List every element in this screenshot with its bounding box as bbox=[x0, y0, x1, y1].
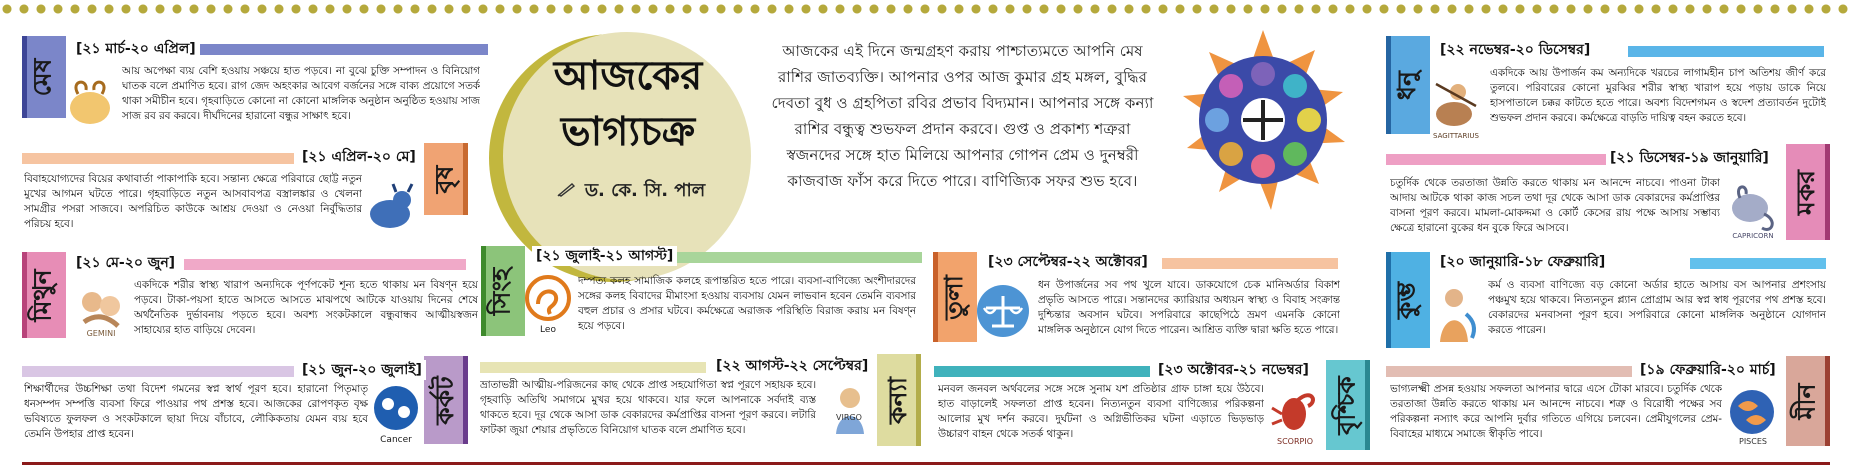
virgo-icon bbox=[822, 380, 876, 440]
sign-text: একদিকে শরীর স্বাস্থ্য খারাপ অন্যদিকে পূর্ণপকেট শূন্য হতে থাকায় মন বিষণ্ন হয়ে পড়বে। টাকা-পয়সা হাতে আসতে আসতে মাঝপথে আটকে যাওয়ায় দিনের শেষে অর্থনৈতিক দুর্ভাবনায় পড়তে হবে। অবশ্য সংকটকালে বন্ধুবান্ধব আত্মীয়স্বজন সাহায্যের হাত বাড়িয়ে দেবেন। bbox=[134, 279, 478, 336]
header-bar bbox=[22, 153, 294, 164]
tab-edge bbox=[481, 246, 486, 336]
capricorn-icon bbox=[1724, 180, 1782, 240]
sign-text: দম্পত্য কলহ সামাজিক কলহে রূপান্তরিত হতে পারে। ব্যবসা-বাণিজ্যে অংশীদারদের সঙ্গের কলহ বিবাদের মীমাংসা হওয়ায় ব্যবসায় যেমন লাভবান হবেন তেমনি ব্যবসার বহুল প্রচার ও প্রসার ঘটবে। কর্মক্ষেত্রে অরাজক পরিস্থিতি বিরাজ করায় মন বিষণ্ন হয়ে পড়বে। bbox=[578, 275, 916, 332]
bottom-rule bbox=[22, 462, 1830, 465]
tab-mithun: মিথুন bbox=[22, 252, 66, 338]
header-bar bbox=[22, 366, 294, 377]
pen-icon bbox=[557, 181, 577, 202]
leo-icon bbox=[524, 274, 572, 334]
icon-caption: SAGITTARIUS bbox=[1433, 132, 1479, 140]
sign-dates: [২১ ডিসেম্বর-১৯ জানুয়ারি] bbox=[1606, 148, 1773, 168]
pisces-icon bbox=[1726, 386, 1780, 446]
tab-kanya: কন্যা bbox=[877, 354, 921, 446]
sign-text: ধন উপার্জনের সব পথ খুলে যাবে। ডাকযোগে চেক মানিঅর্ডার বিকাশ প্রভৃতি আসতে পারে। সন্তানদের ক্যারিয়ার অধ্যয়ন স্বাস্থ্য ও বিবাহ সংক্রান্ত দুশ্চিন্তার অবসান ঘটবে। সপরিবারে কাছেপিঠে ভ্রমণ এমনকি কোনো মাঙ্গলিক অনুষ্ঠানে যোগ দিতে পারেন। আশ্রিত ব্যক্তি দ্বারা ক্ষতি হতে পারে। bbox=[1038, 279, 1340, 336]
tab-edge bbox=[463, 356, 468, 444]
byline bbox=[536, 176, 726, 207]
icon-caption: CAPRICORN bbox=[1732, 232, 1774, 240]
sign-dates: [২২ নভেম্বর-২০ ডিসেম্বর] bbox=[1436, 40, 1594, 60]
sign-text: শিক্ষার্থীদের উচ্চশিক্ষা তথা বিদেশ গমনের স্বপ্ন স্বার্থ পূরণ হবে। হারানো পিতৃমাতৃ ধনসম্পদ সম্পত্তি ব্যবসা ফিরে পাওয়ার পথ প্রশস্ত হবে। আজকের রোপণকৃত বৃক্ষ ভবিষ্যতে ফুলফল ও সংকটকালে ছায়া দিয়ে বাঁচাবে, লৌকিকতায় যেমন ব্যয় হবে তেমনি উপহার প্রাপ্ত হবেন। bbox=[24, 383, 368, 440]
icon-caption: SCORPIO bbox=[1277, 437, 1313, 446]
header-bar bbox=[1690, 258, 1826, 269]
header-bar bbox=[196, 44, 488, 55]
header-bar bbox=[1162, 258, 1338, 269]
sign-dates: [২৩ অক্টোবর-২১ নভেম্বর] bbox=[1154, 360, 1313, 380]
icon-caption: Leo bbox=[540, 325, 556, 334]
tab-karkat: কর্কট bbox=[424, 356, 468, 444]
sign-text: বিবাহযোগ্যদের বিয়ের কথাবার্তা পাকাপাকি হবে। সন্তান্য ক্ষেত্রে পরিবারে ছোট্ট নতুন মুখের আগমন ঘটতে পারে। গৃহবাড়িতে নতুন আসবাবপত্র বস্ত্রালঙ্কার ও খেলনা সামগ্রীর পসরা সাজবে। অপরিচিত কাউকে আশ্রয় দেওয়া ও নেওয়া নির্বুদ্ধিতার পরিচয় হবে। bbox=[24, 173, 362, 230]
sign-text: মনবল জনবল অর্থবলের সঙ্গে সঙ্গে সুনাম যশ প্রতিষ্ঠার গ্রাফ চাঙ্গা হয়ে উঠবে। হাত বাড়ালেই সফলতা প্রাপ্ত হবেন। নিত্যনতুন ব্যবসা বাণিজ্যের পরিকল্পনা আলোর মুখ দর্শন করবে। দুর্ঘটনা ও অগ্নিভীতিকর ঘটনা এড়াতে ভিড়ভাড় উচ্চারণ বাহন থেকে সতর্ক থাকুন। bbox=[938, 383, 1264, 440]
zodiac-wheel-icon bbox=[1173, 30, 1353, 210]
tab-edge bbox=[22, 36, 27, 118]
icon-caption: VIRGO bbox=[836, 413, 862, 422]
tab-tula: তুলা bbox=[933, 252, 977, 342]
tab-edge bbox=[1386, 36, 1391, 134]
tab-edge bbox=[22, 252, 27, 338]
sign-dates: [২২ আগস্ট-২২ সেপ্টেম্বর] bbox=[712, 356, 872, 376]
sign-text: চতুর্দিক থেকে তরতাজা উন্নতি করতে থাকায় মন আনন্দে নাচবে। পাওনা টাকা আদায় আটকে থাকা কাজ সচল তথা দূর থেকে আসা ডাক বেকারদের কর্মপ্রাপ্তির বাসনা পূরণ করবে। মামলা-মোকদ্দমা ও কোর্ট কেসের রায় পক্ষে আসায় সম্ভাব্য ক্ষেত্রে হারানো বুকের ধন বুকে ফিরে আসবে। bbox=[1390, 177, 1720, 234]
tab-edge bbox=[463, 143, 468, 215]
sign-text: ভাগ্যলক্ষ্মী প্রসন্ন হওয়ায় সফলতা আপনার দ্বারে এসে টোকা মারবে। চতুর্দিক থেকে তরতাজা উন্নতি করতে থাকায় মন আনন্দে নাচবে। শত্রু ও বিরোধী পক্ষের সব পরিকল্পনা নস্যাৎ করে আপনি দুর্বার গতিতে এগিয়ে চলবেন। প্রেমীযুগলের প্রেম-বিবাহের মাধ্যমে সমাজে স্বীকৃতি পাবে। bbox=[1390, 383, 1722, 440]
tab-edge bbox=[1386, 252, 1391, 348]
header-bar bbox=[676, 252, 922, 263]
tab-mesh: মেষ bbox=[22, 36, 66, 118]
sign-dates: [২৩ সেপ্টেম্বর-২২ অক্টোবর] bbox=[984, 252, 1152, 272]
sign-text: কর্ম ও ব্যবসা বাণিজ্যে বড় কোনো অর্ডার হাতে আসায় বস আপনার প্রশংসায় পঞ্চমুখ হয়ে থাকবে। নিত্যনতুন প্ল্যান প্রোগ্রাম আর স্বপ্ন স্বাধ পূরণের পথ প্রশস্ত হবে। বেকারদের মনবাসনা পূরণ হবে। সপরিবারে কোনো মাঙ্গলিক অনুষ্ঠানে যোগদান করতে পারেন। bbox=[1488, 279, 1826, 336]
gemini-icon bbox=[74, 282, 128, 338]
sign-dates: [২১ জুলাই-২১ আগস্ট] bbox=[532, 246, 677, 266]
aquarius-icon bbox=[1428, 284, 1482, 346]
aries-icon bbox=[66, 74, 114, 132]
icon-caption: GEMINI bbox=[86, 329, 116, 338]
dotted-border bbox=[0, 2, 1851, 16]
tab-edge bbox=[1825, 356, 1830, 446]
sign-dates: [১৯ ফেব্রুয়ারি-২০ মার্চ] bbox=[1636, 360, 1780, 380]
tab-edge bbox=[1365, 360, 1370, 450]
sign-dates: [২১ মে-২০ জুন] bbox=[72, 253, 179, 273]
header-bar bbox=[1628, 46, 1824, 57]
tab-brishchik: বৃশ্চিক bbox=[1326, 360, 1370, 450]
tab-brisha: বৃষ bbox=[424, 143, 468, 215]
header-bar bbox=[934, 366, 1150, 377]
tab-edge bbox=[933, 252, 938, 342]
tab-meen: মীন bbox=[1786, 356, 1830, 446]
header-bar bbox=[1386, 154, 1606, 165]
header-bar bbox=[184, 259, 466, 270]
tab-makar: মকর bbox=[1786, 144, 1830, 240]
cancer-icon bbox=[372, 384, 420, 444]
sign-text: ভ্রাতাভগ্নী আত্মীয়-পরিজনের কাছ থেকে প্রাপ্ত সহযোগিতা স্বপ্ন পূরণে সহায়ক হবে। গৃহবাড়ি অতিথি সমাগমে মুখর হয়ে থাকবে। যার ফলে আপনাকে সর্বদাই ব্যস্ত থাকতে হবে। দূর থেকে আসা ডাক বেকারদের কর্মপ্রাপ্তির বাসনা পূরণ করবে। লটারি ফাটকা জুয়া শেয়ার প্রভৃতিতে বিনিয়োগ ঘাতক বলে প্রমাণিত হবে। bbox=[480, 379, 816, 436]
tab-edge bbox=[1825, 144, 1830, 240]
sign-dates: [২০ জানুয়ারি-১৮ ফেব্রুয়ারি] bbox=[1436, 252, 1609, 272]
sign-dates: [২১ জুন-২০ জুলাই] bbox=[298, 360, 426, 380]
page-title: আজকের ভাগ্যচক্র bbox=[553, 52, 703, 155]
sign-dates: [২১ মার্চ-২০ এপ্রিল] bbox=[72, 39, 200, 59]
libra-icon bbox=[974, 282, 1032, 340]
sign-dates: [২১ এপ্রিল-২০ মে] bbox=[298, 147, 420, 167]
header-bar bbox=[1386, 366, 1632, 377]
tab-singha: সিংহ bbox=[481, 246, 525, 336]
tab-kumbha: কুম্ভ bbox=[1386, 252, 1430, 348]
icon-caption: PISCES bbox=[1739, 437, 1767, 446]
sign-text: আয় অপেক্ষা ব্যয় বেশি হওয়ায় সঞ্চয়ে হাত পড়বে। না বুঝে চুক্তি সম্পাদন ও বিনিয়োগ ঘাতক বলে প্রমাণিত হবে। রাগ জেদ অহংকার আবেগ বর্জনের সঙ্গে বাক্য প্রয়োগে সতর্ক থাকা সমীচীন হবে। গৃহবাড়িতে কোনো না কোনো মাঙ্গলিক অনুষ্ঠান অনুষ্ঠিত হওয়ায় সাজ সাজ রব রব করবে। দীর্ঘদিনের হারানো বন্ধুর সাক্ষাৎ হবে। bbox=[122, 65, 480, 122]
intro-paragraph: আজকের এই দিনে জন্মগ্রহণ করায় পাশ্চাত্যমতে আপনি মেষ রাশির জাতব্যক্তি। আপনার ওপর আজ কুমার গ্রহ মঙ্গল, বুদ্ধির দেবতা বুধ ও গ্রহপিতা রবির প্রভাব বিদ্যমান। আপনার সঙ্গে কন্যা রাশির বন্ধুত্ব শুভফল প্রদান করবে। গুপ্ত ও প্রকাশ্য শত্রুরা স্বজনদের সঙ্গে হাত মিলিয়ে আপনার গোপন প্রেম ও দুনম্বরী কাজবাজ ফাঁস করে দিতে পারে। বাণিজ্যিক সফর শুভ হবে। bbox=[771, 42, 1154, 190]
sign-text: একদিকে আয় উপার্জন কম অন্যদিকে খরচের লাগামহীন চাপ অতিশয় জীর্ণ করে তুলবে। পরিবারের কোনো মুরব্বির শরীর স্বাস্থ্য খারাপ হয়ে পড়ায় ডাকে নিয়ে হাসপাতালে চক্কর কাটতে হতে পারে। অবশ্য বিদেশগমন ও স্বদেশ প্রত্যাবর্তন দুটোই শুভফল প্রদান করবে। কর্মক্ষেত্রে বাড়তি দায়িত্ব বহন করতে হবে। bbox=[1490, 67, 1826, 124]
author-name: ড. কে. সি. পাল bbox=[584, 180, 706, 201]
scorpio-icon bbox=[1268, 384, 1322, 446]
tab-dhanu: ধনু bbox=[1386, 36, 1430, 134]
tab-edge bbox=[916, 354, 921, 446]
header-bar bbox=[480, 362, 706, 373]
icon-caption: Cancer bbox=[380, 435, 412, 444]
taurus-icon bbox=[366, 180, 416, 234]
sagittarius-icon bbox=[1428, 76, 1484, 140]
